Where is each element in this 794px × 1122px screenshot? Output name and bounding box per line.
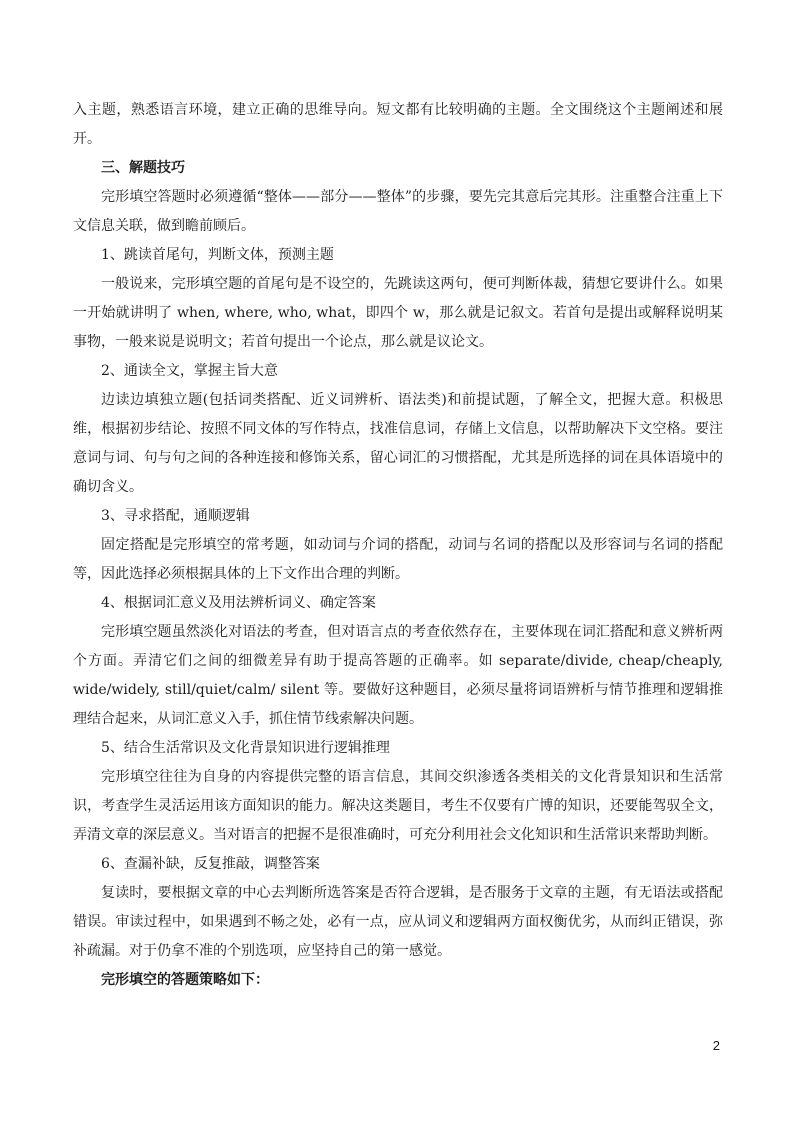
- page-number: 2: [712, 1038, 720, 1053]
- subheading-step-5: 5、结合生活常识及文化背景知识进行逻辑推理: [101, 740, 390, 756]
- paragraph-step-2: 边读边填独立题(包括词类搭配、近义词辨析、语法类)和前提试题，了解全文，把握大意。积极思维，根据初步结论、按照不同文体的写作特点，找准信息词，存储上文信息，以帮助解决下文空格。要注意词与词、句与句之间的各种连接和修饰关系，留心词汇的习惯搭配，尤其是所选择的词在具体语境中的确切含义。: [73, 392, 723, 495]
- paragraph-step-1: 一般说来，完形填空题的首尾句是不设空的，先跳读这两句，便可判断体裁，猜想它要讲什么。如果一开始就讲明了 when, where, who, what，即四个 w，那么就是记叙文。若首句是提出或解释说明某事物，一般来说是说明文；若首句提出一个论点，那么就是议论文。: [73, 276, 723, 350]
- paragraph-step-5: 完形填空往往为自身的内容提供完整的语言信息，其间交织渗透各类相关的文化背景知识和生活常识，考查学生灵活运用该方面知识的能力。解决这类题目，考生不仅要有广博的知识，还要能驾驭全文，弄清文章的深层意义。当对语言的把握不是很准确时，可充分利用社会文化知识和生活常识来帮助判断。: [73, 769, 723, 843]
- subheading-step-4: 4、根据词汇意义及用法辨析词义、确定答案: [101, 595, 376, 611]
- document-body: [73, 96, 723, 995]
- subheading-step-6: 6、查漏补缺，反复推敲，调整答案: [101, 856, 320, 872]
- paragraph-intro-continued: 入主题，熟悉语言环境，建立正确的思维导向。短文都有比较明确的主题。全文围绕这个主题阐述和展开。: [73, 102, 723, 147]
- subheading-step-2: 2、通读全文，掌握主旨大意: [101, 363, 278, 379]
- paragraph-step-3: 固定搭配是完形填空的常考题，如动词与介词的搭配，动词与名词的搭配以及形容词与名词的搭配等，因此选择必须根据具体的上下文作出合理的判断。: [73, 537, 723, 582]
- subheading-step-3: 3、寻求搭配，通顺逻辑: [101, 508, 250, 524]
- paragraph-step-4: 完形填空题虽然淡化对语法的考查，但对语言点的考查依然存在，主要体现在词汇搭配和意义辨析两个方面。弄清它们之间的细微差异有助于提高答题的正确率。如 separate/divide, cheap/cheaply, wide/widely, still/quiet/calm/ silent 等。要做好这种题目，必须尽量将词语辨析与情节推理和逻辑推理结合起来，从词汇意义入手，抓住情节线索解决问题。: [73, 624, 723, 727]
- paragraph-step-6: 复读时，要根据文章的中心去判断所选答案是否符合逻辑，是否服务于文章的主题，有无语法或搭配错误。审读过程中，如果遇到不畅之处，必有一点，应从词义和逻辑两方面权衡优劣，从而纠正错误，弥补疏漏。对于仍拿不准的个别选项，应坚持自己的第一感觉。: [73, 885, 723, 959]
- paragraph-overall-approach: 完形填空答题时必须遵循“整体——部分——整体”的步骤，要先完其意后完其形。注重整合注重上下文信息关联，做到瞻前顾后。: [73, 189, 723, 234]
- section-heading-answer-strategy: 完形填空的答题策略如下：: [101, 972, 269, 988]
- subheading-step-1: 1、跳读首尾句，判断文体，预测主题: [101, 247, 334, 263]
- section-heading-solving-techniques: 三、解题技巧: [101, 160, 185, 176]
